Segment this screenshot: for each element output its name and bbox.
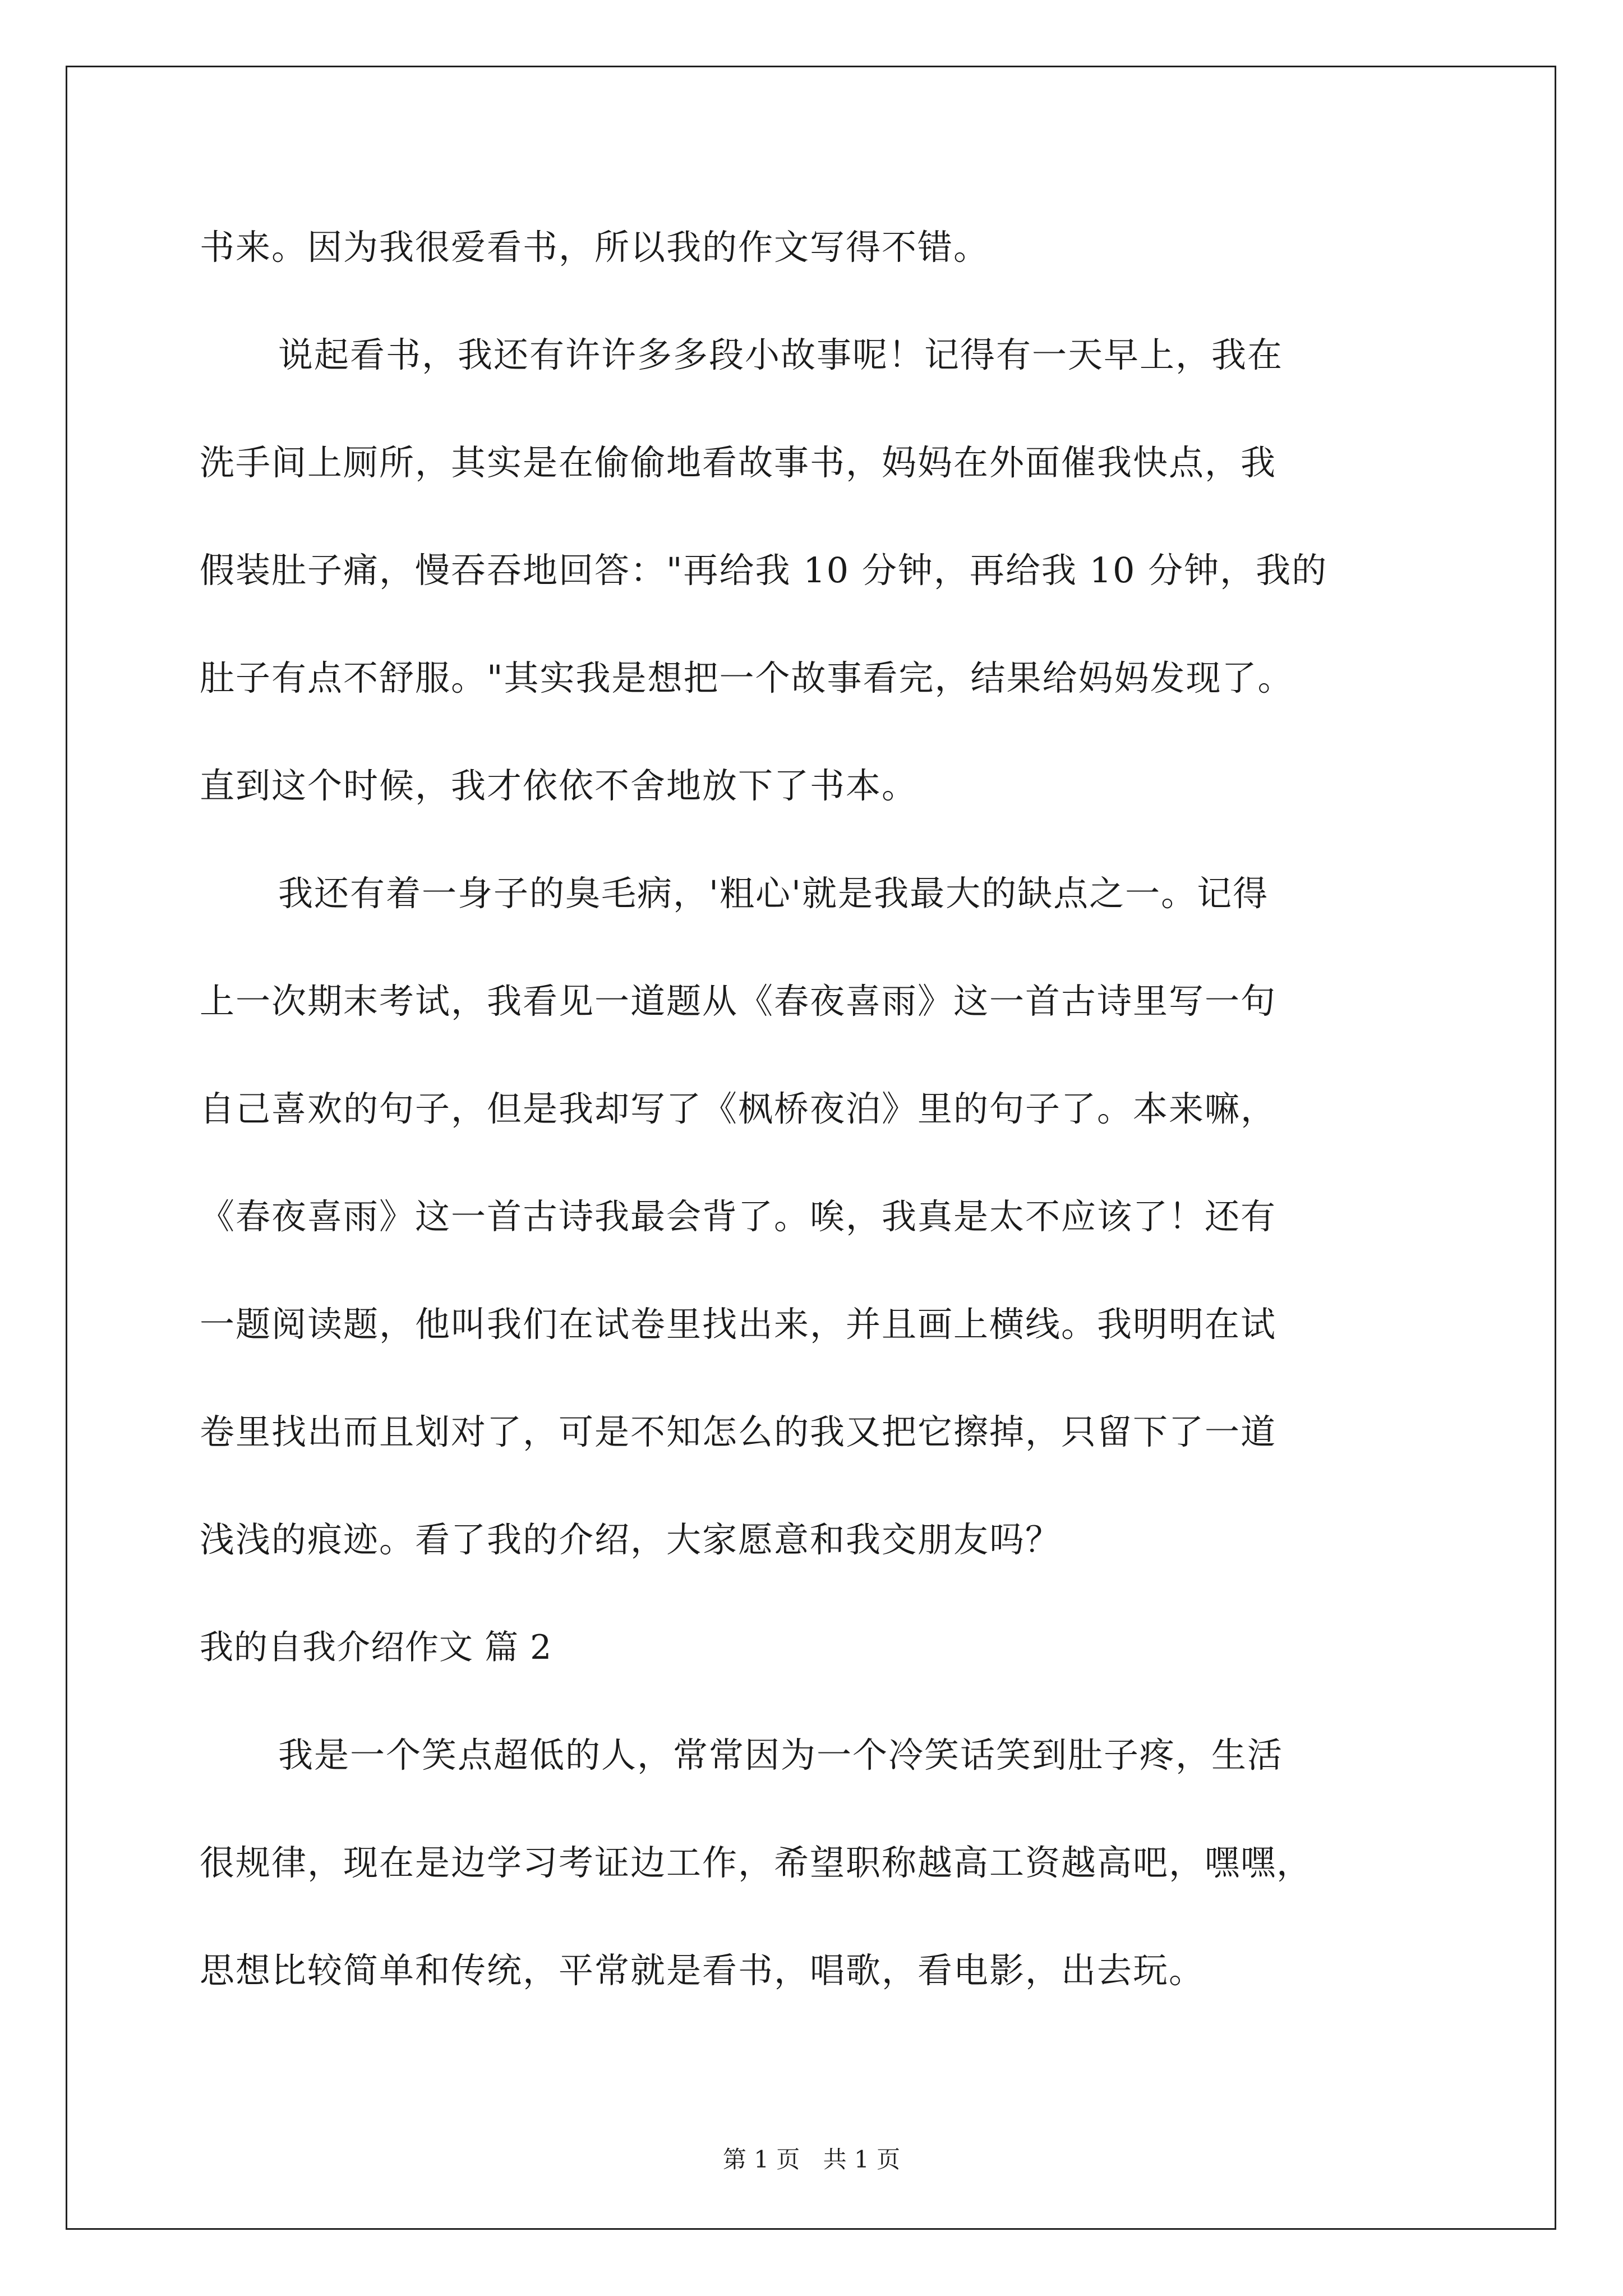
paragraph-start-line: 我是一个笑点超低的人，常常因为一个冷笑话笑到肚子疼，生活 — [278, 1734, 1284, 1775]
text-line: 一题阅读题，他叫我们在试卷里找出来，并且画上横线。我明明在试 — [200, 1304, 1277, 1345]
paragraph-start-line: 我还有着一身子的臭毛病，'粗心'就是我最大的缺点之一。记得 — [278, 873, 1269, 914]
text-line: 自己喜欢的句子，但是我却写了《枫桥夜泊》里的句子了。本来嘛， — [200, 1088, 1277, 1129]
text-line: 洗手间上厕所，其实是在偷偷地看故事书，妈妈在外面催我快点，我 — [200, 442, 1277, 483]
text-line: 浅浅的痕迹。看了我的介绍，大家愿意和我交朋友吗？ — [200, 1519, 1062, 1560]
page-number: 第 1 页 — [722, 2146, 800, 2173]
page-footer — [0, 2143, 1623, 2177]
text-line: 思想比较简单和传统，平常就是看书，唱歌，看电影，出去玩。 — [200, 1950, 1205, 1991]
text-line: 很规律，现在是边学习考证边工作，希望职称越高工资越高吧，嘿嘿， — [200, 1842, 1313, 1883]
text-line: 直到这个时候，我才依依不舍地放下了书本。 — [200, 765, 918, 806]
paragraph-start-line: 说起看书，我还有许许多多段小故事呢！记得有一天早上，我在 — [278, 334, 1284, 375]
text-line: 假装肚子痛，慢吞吞地回答："再给我 10 分钟，再给我 10 分钟，我的 — [200, 550, 1328, 591]
text-line: 上一次期末考试，我看见一道题从《春夜喜雨》这一首古诗里写一句 — [200, 981, 1277, 1022]
section-heading: 我的自我介绍作文 篇 2 — [200, 1628, 552, 1667]
text-line: 肚子有点不舒服。"其实我是想把一个故事看完，结果给妈妈发现了。 — [200, 657, 1294, 698]
text-line: 卷里找出而且划对了，可是不知怎么的我又把它擦掉，只留下了一道 — [200, 1411, 1277, 1452]
text-line: 《春夜喜雨》这一首古诗我最会背了。唉，我真是太不应该了！还有 — [200, 1196, 1277, 1237]
text-line: 书来。因为我很爱看书，所以我的作文写得不错。 — [200, 227, 990, 268]
page-total: 共 1 页 — [823, 2146, 901, 2173]
document-body — [200, 194, 1433, 2024]
